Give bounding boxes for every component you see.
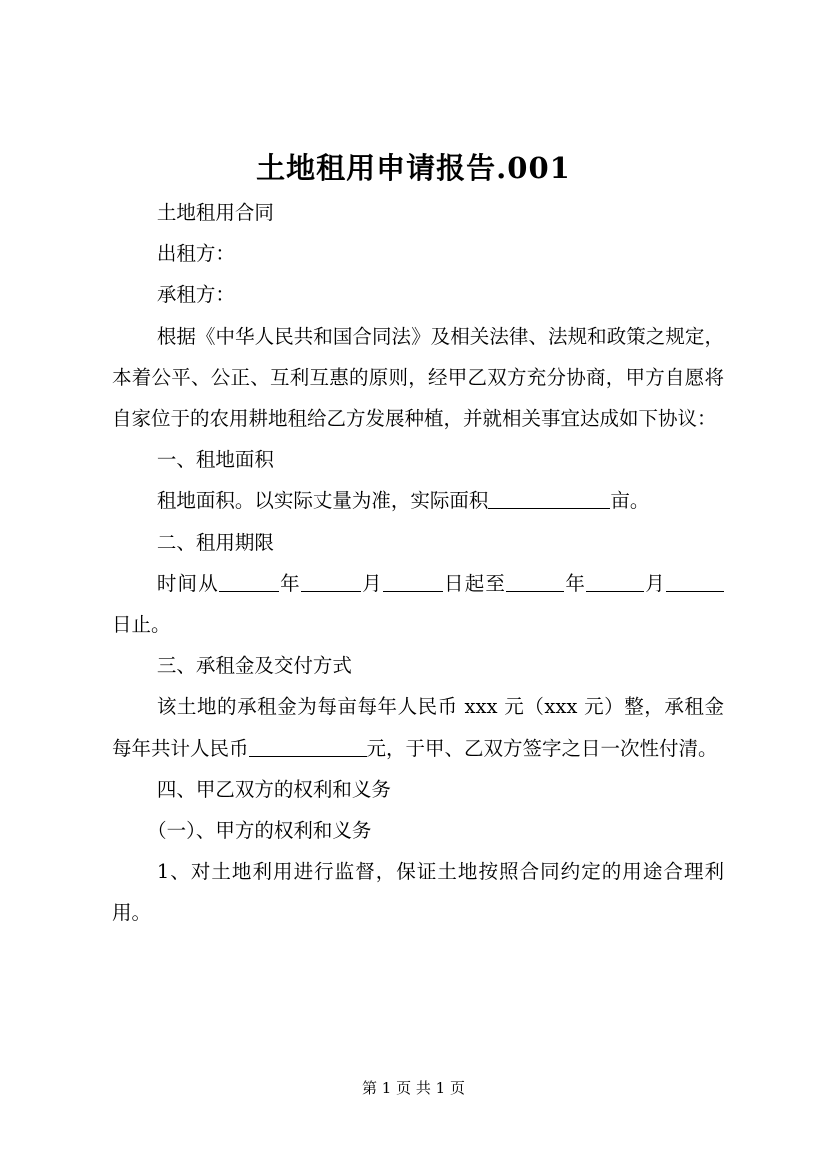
start-day-blank: [383, 571, 443, 592]
heading-section-1: 一、租地面积: [156, 448, 274, 472]
rent-text-after: 元，于甲、乙双方签字之日一次性付清。: [366, 736, 718, 760]
start-year-blank: [219, 571, 279, 592]
heading-section-3: 三、承租金及交付方式: [156, 654, 352, 678]
term-prefix: 时间从: [156, 571, 219, 595]
end-year-blank: [506, 571, 564, 592]
term-year-1: 年: [278, 571, 301, 595]
page-footer: 第 1 页 共 1 页: [362, 1079, 465, 1097]
paragraph-lessee: 承租方：: [156, 283, 235, 307]
document-body: [112, 192, 724, 934]
area-blank: [488, 489, 610, 510]
area-text-after: 亩。: [610, 489, 650, 513]
paragraph-rent: [112, 686, 724, 768]
paragraph-contract-title: 土地租用合同: [156, 201, 274, 224]
paragraph-item-1: 1、对土地利用进行监督，保证土地按照合同约定的用途合理利用。: [112, 860, 724, 925]
paragraph-lessor: 出租方：: [156, 242, 235, 266]
paragraph-area: [112, 480, 724, 521]
area-text-before: 租地面积。以实际丈量为准，实际面积: [156, 489, 489, 513]
rent-total-blank: [249, 736, 367, 757]
paragraph-term: [112, 563, 724, 645]
heading-section-4: 四、甲乙双方的权利和义务: [156, 777, 391, 801]
start-month-blank: [301, 571, 361, 592]
heading-subsection-1: （一）、甲方的权利和义务: [147, 819, 372, 843]
term-day-1: 日起至: [442, 571, 507, 595]
rent-text-before: 该土地的承租金为每亩每年人民币 xxx 元（xxx 元）整，承租金每年共计人民币: [112, 695, 724, 760]
term-month-2: 月: [644, 571, 666, 595]
document-title: 土地租用申请报告.001: [256, 151, 571, 185]
paragraph-preamble: 根据《中华人民共和国合同法》及相关法律、法规和政策之规定，本着公平、公正、互利互惠的原则，经甲乙双方充分协商，甲方自愿将自家位于的农用耕地租给乙方发展种植，并就相关事宜达成如下协议：: [112, 324, 724, 431]
heading-section-2: 二、租用期限: [156, 530, 274, 554]
term-month-1: 月: [360, 571, 383, 595]
term-day-2: 日止。: [112, 613, 171, 637]
term-year-2: 年: [564, 571, 587, 595]
end-month-blank: [586, 571, 644, 592]
end-day-blank: [666, 571, 724, 592]
